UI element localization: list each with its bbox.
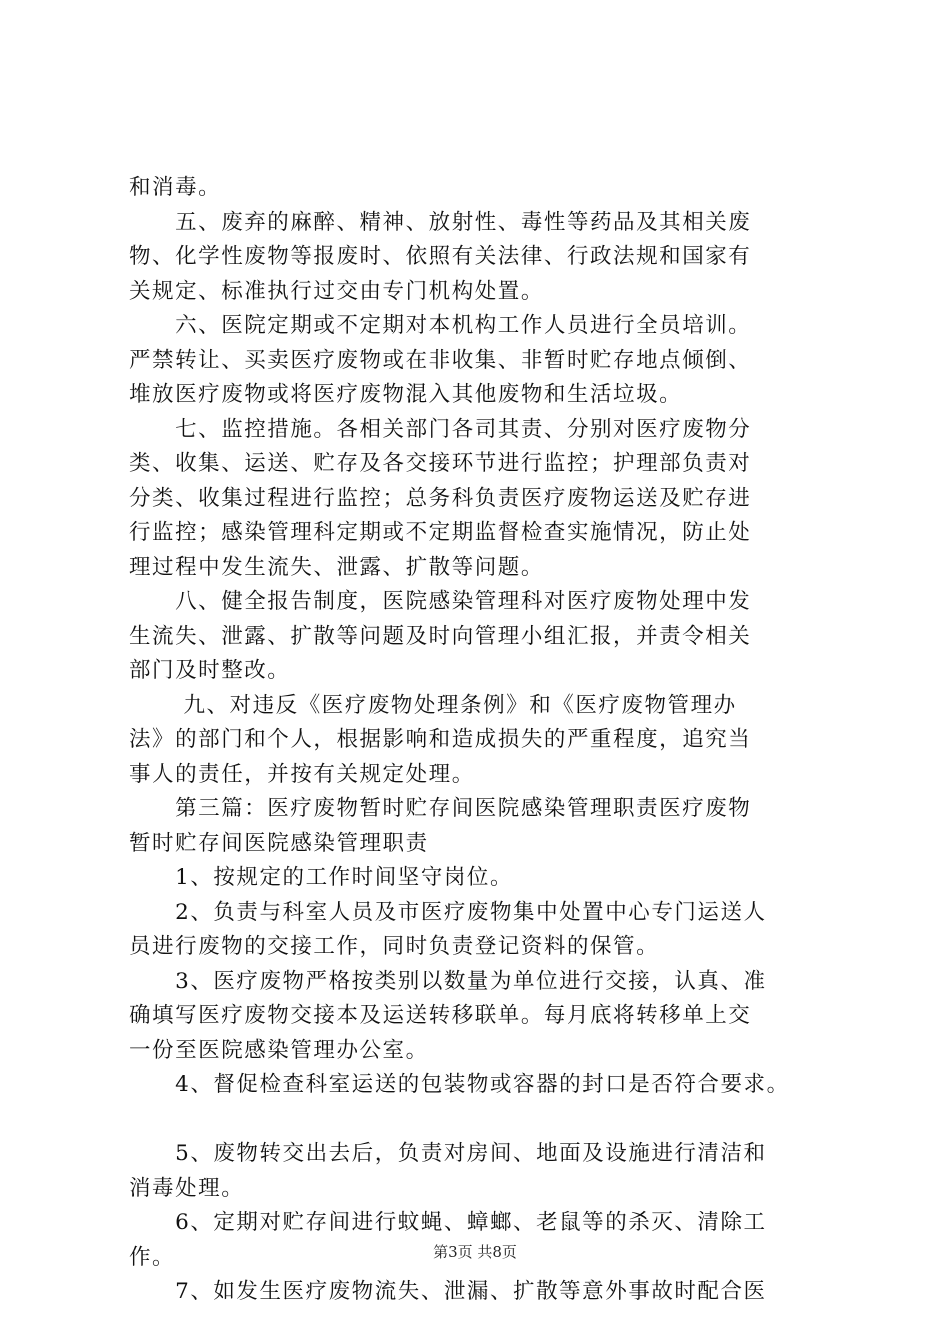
- text-line: 关规定、标准执行过交由专门机构处置。: [129, 278, 544, 304]
- text-line: 堆放医疗废物或将医疗废物混入其他废物和生活垃圾。: [129, 382, 683, 407]
- text-line: 类、收集、运送、贮存及各交接环节进行监控；护理部负责对: [129, 451, 752, 476]
- text-line: 1、按规定的工作时间坚守岗位。: [129, 865, 514, 890]
- text-line: 确填写医疗废物交接本及运送转移联单。每月底将转移单上交: [129, 1003, 752, 1028]
- text-line: 第三篇：医疗废物暂时贮存间医院感染管理职责医疗废物: [129, 796, 752, 821]
- text-line: 物、化学性废物等报废时、依照有关法律、行政法规和国家有: [129, 244, 752, 269]
- text-line: 理过程中发生流失、泄露、扩散等问题。: [129, 554, 544, 580]
- text-line: 七、监控措施。各相关部门各司其责、分别对医疗废物分: [129, 416, 752, 442]
- page-footer: 第3页 共8页: [433, 1243, 517, 1261]
- text-line: 7、如发生医疗废物流失、泄漏、扩散等意外事故时配合医: [129, 1279, 767, 1304]
- text-line: 九、对违反《医疗废物处理条例》和《医疗废物管理办: [129, 692, 737, 718]
- text-line: 5、废物转交出去后，负责对房间、地面及设施进行清洁和: [129, 1141, 767, 1166]
- text-line: 和消毒。: [129, 175, 222, 200]
- text-line: 作。: [129, 1244, 176, 1270]
- text-line: 一份至医院感染管理办公室。: [129, 1037, 429, 1063]
- text-line: 消毒处理。: [129, 1175, 245, 1201]
- text-line: 六、医院定期或不定期对本机构工作人员进行全员培训。: [129, 313, 752, 338]
- text-line: 生流失、泄露、扩散等问题及时向管理小组汇报，并责令相关: [129, 623, 752, 649]
- text-line: 五、废弃的麻醉、精神、放射性、毒性等药品及其相关废: [129, 209, 752, 235]
- text-line: 员进行废物的交接工作，同时负责登记资料的保管。: [129, 934, 660, 959]
- text-line: 严禁转让、买卖医疗废物或在非收集、非暂时贮存地点倾倒、: [129, 347, 752, 373]
- text-line: 2、负责与科室人员及市医疗废物集中处置中心专门运送人: [129, 899, 767, 925]
- text-line: 行监控；感染管理科定期或不定期监督检查实施情况，防止处: [129, 520, 752, 545]
- text-line: 事人的责任，并按有关规定处理。: [129, 761, 475, 787]
- text-line: 4、督促检查科室运送的包装物或容器的封口是否符合要求。: [129, 1072, 790, 1097]
- text-line: 6、定期对贮存间进行蚊蝇、蟑螂、老鼠等的杀灭、清除工: [129, 1210, 767, 1235]
- text-line: 部门及时整改。: [129, 658, 291, 683]
- text-line: 法》的部门和个人，根据影响和造成损失的严重程度，追究当: [129, 727, 752, 752]
- text-line: 暂时贮存间医院感染管理职责: [129, 830, 429, 856]
- text-line: 3、医疗废物严格按类别以数量为单位进行交接，认真、准: [129, 968, 767, 994]
- text-line: 分类、收集过程进行监控；总务科负责医疗废物运送及贮存进: [129, 485, 752, 511]
- text-line: 八、健全报告制度，医院感染管理科对医疗废物处理中发: [129, 589, 752, 614]
